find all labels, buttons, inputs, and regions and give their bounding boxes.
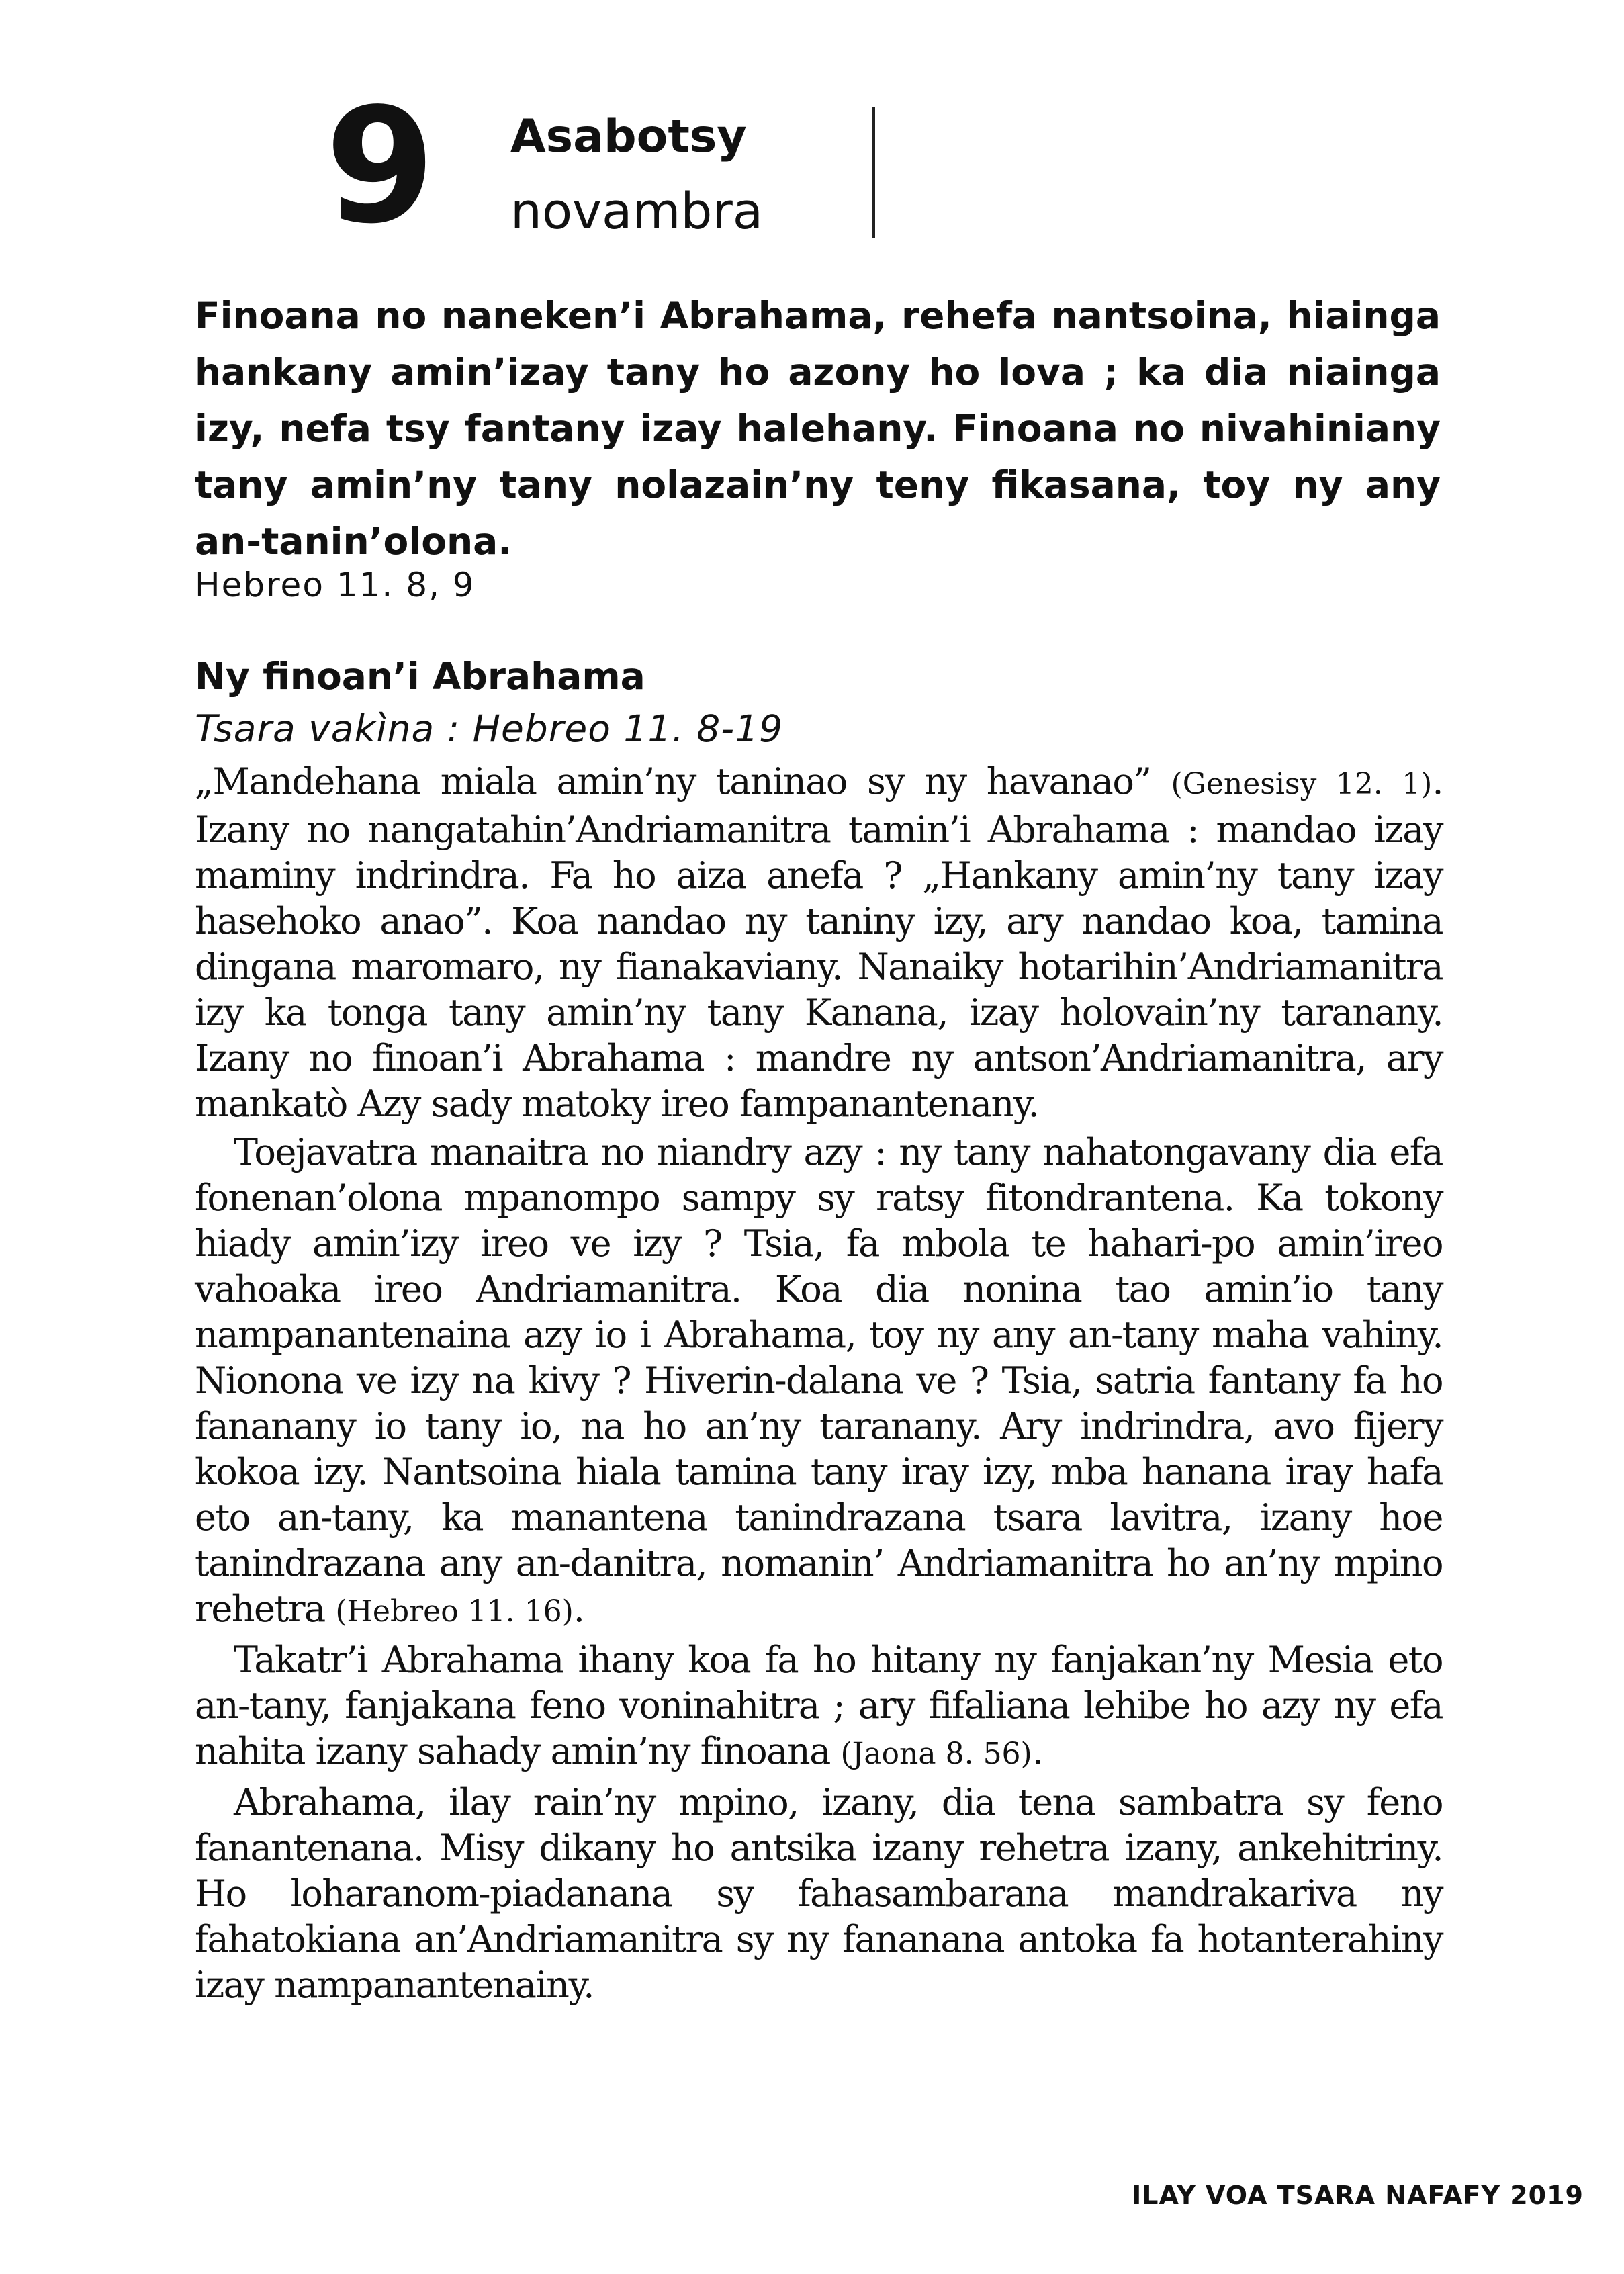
header-divider [872,107,875,238]
paragraph-text: „Mandehana miala amin’ny taninao sy ny havanao” [195,760,1171,803]
body-paragraph [195,1637,1443,1777]
devotion-body [195,759,1443,2013]
body-paragraph [195,1130,1443,1635]
month-label: novambra [510,183,764,240]
verse-reference: Hebreo 11. 8, 9 [195,565,476,604]
reading-reference: Tsara vakìna : Hebreo 11. 8-19 [195,707,784,750]
paragraph-text: Toejavatra manaitra no niandry azy : ny tany nahatongavany dia efa fonenan’olona mpanompo sampy sy ratsy fitondrantena. Ka tokony hiady amin’izy ireo ve izy ? Tsia, fa mbola te hahari-po amin’ireo vahoaka ireo Andriamanitra. Koa dia nonina tao amin’io tany nampanantenaina azy io i Abrahama, toy ny any an-tany maha vahiny. Niononа ve izy na kivy ? Hiverin-dalana ve ? Tsia, satria fantany fa ho fananany io tany io, na ho an’ny taranany. Ary indrindra, avo fijery kokoa izy. Nantsoina hiala tamina tany iray izy, mba hanana iray hafa eto an-tany, ka manantena tanindrazana tsara lavitra, izany hoe tanindrazana any an-danitra, nomanin’ Andriamanitra ho an’ny mpino rehetra [195,1131,1443,1630]
weekday-label: Asabotsy [510,110,747,163]
devotion-title: Ny finoan’i Abrahama [195,655,645,698]
scripture-reference: (Hebreo 11. 16) [335,1594,574,1629]
day-number: 9 [325,74,432,259]
publication-footer: ILAY VOA TSARA NAFAFY 2019 [1132,2181,1584,2210]
paragraph-text: . [1032,1730,1043,1772]
scripture-reference: (Jaona 8. 56) [840,1737,1032,1771]
verse-text: Finoana no naneken’i Abrahama, rehefa nantsoina, hiainga hankany amin’izay tany ho azony ho lova ; ka dia niainga izy, nefa tsy fantany izay halehany. Finoana no nivahiniany tany amin’ny tany nolazain’ny teny fikasana, toy ny any an-tanin’olona. [195,294,1441,563]
date-header [325,74,883,259]
paragraph-text: . [573,1588,584,1630]
body-paragraph [195,759,1443,1127]
body-paragraph [195,1780,1443,2011]
paragraph-text: Abrahama, ilay rain’ny mpino, izany, dia tena sambatra sy feno fanantenana. Misy dikany ho antsika izany rehetra izany, ankehitriny. Ho loharanom-piadanana sy fahasambarana mandrakariva ny fahatokiana an’Andriamanitra sy ny fananana antoka fa hotanterahiny izay nampanantenainy. [195,1781,1443,2006]
paragraph-text: . Izany no nangatahin’Andriamanitra tamin’i Abrahama : mandao izay maminy indrindra. Fa ho aiza anefa ? „Hankany amin’ny tany izay hasehoko anao”. Koa nandao ny taniny izy, ary nandao koa, tamina dingana maromaro, ny fianakaviany. Nanaiky hotarihin’Andriamanitra izy ka tonga tany amin’ny tany Kanana, izay holovain’ny taranany. Izany no finoan’i Abrahama : mandre ny antson’Andriamanitra, ary mankatò Azy sady matoky ireo fampanantenany. [195,760,1443,1125]
paragraph-text: Takatr’i Abrahama ihany koa fa ho hitany ny fanjakan’ny Mesia eto an-tany, fanjakana feno voninahitra ; ary fifaliana lehibe ho azy ny efa nahita izany sahady amin’ny finoana [195,1639,1443,1772]
scripture-reference: (Genesisy 12. 1) [1171,767,1433,801]
